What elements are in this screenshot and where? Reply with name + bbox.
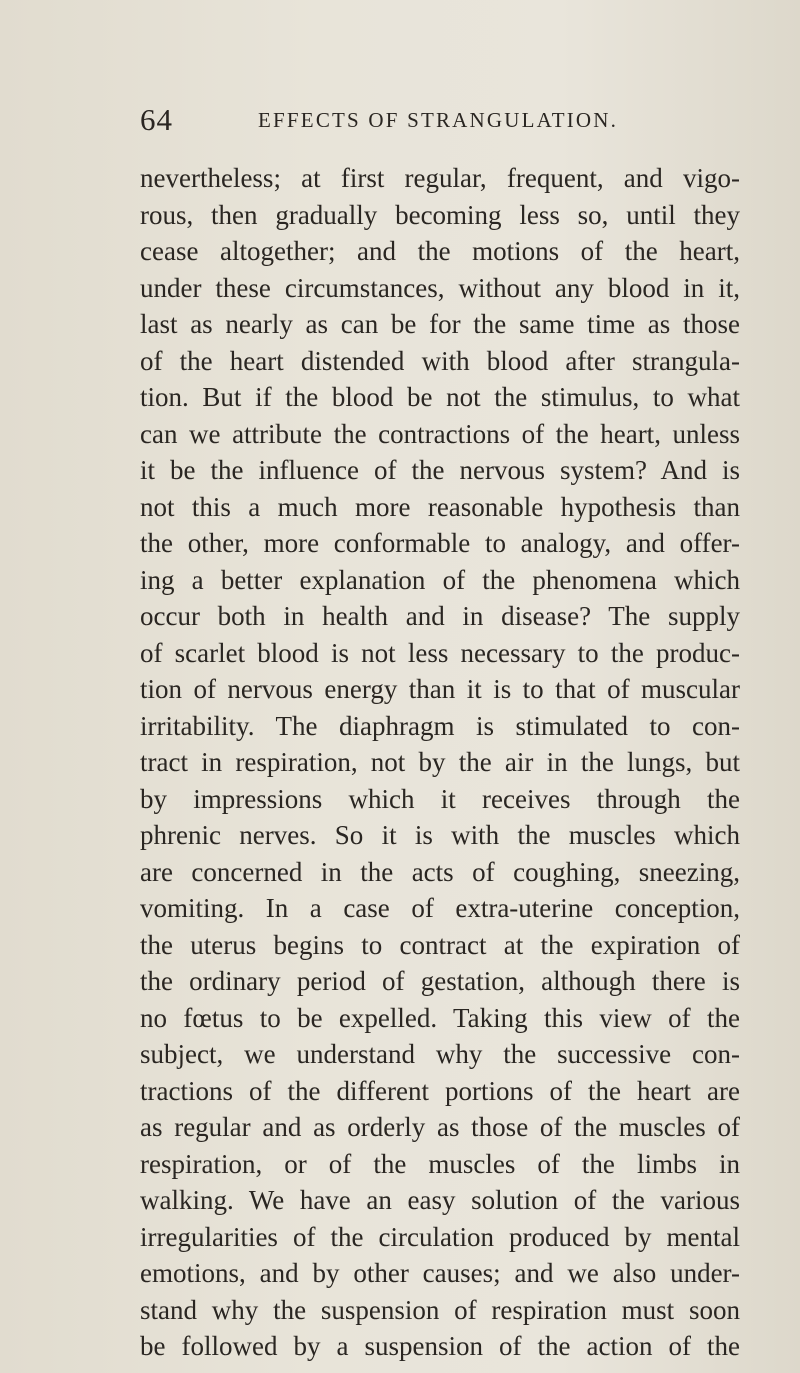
- text-line: tion. But if the blood be not the stimulus, to what: [140, 382, 740, 412]
- text-line: nevertheless; at first regular, frequent, and vigo-: [140, 163, 740, 193]
- text-line: stand why the suspension of respiration must soon: [140, 1294, 740, 1325]
- text-line: irritability. The diaphragm is stimulated to con-: [140, 710, 740, 741]
- text-line: not this a much more reasonable hypothesis than: [140, 491, 740, 522]
- text-line: are concerned in the acts of coughing, sneezing,: [140, 856, 740, 887]
- text-line: by impressions which it receives through the: [140, 783, 740, 814]
- text-line: under these circumstances, without any blood in it,: [140, 272, 740, 303]
- text-line: be followed by a suspension of the action of the: [140, 1331, 740, 1361]
- text-line: the uterus begins to contract at the expiration of: [140, 929, 740, 960]
- text-line: no fœtus to be expelled. Taking this view of the: [140, 1002, 740, 1033]
- text-line: rous, then gradually becoming less so, until they: [140, 199, 740, 230]
- text-line: tion of nervous energy than it is to that of muscular: [140, 674, 740, 704]
- running-title: EFFECTS OF STRANGULATION.: [258, 108, 619, 132]
- text-line: emotions, and by other causes; and we also under-: [140, 1258, 740, 1288]
- text-line: occur both in health and in disease? The supply: [140, 601, 740, 631]
- text-line: cease altogether; and the motions of the heart,: [140, 236, 740, 266]
- text-line: of the heart distended with blood after strangula-: [140, 345, 740, 376]
- text-line: it be the influence of the nervous system? And is: [140, 455, 740, 485]
- text-line: respiration, or of the muscles of the limbs in: [140, 1148, 740, 1179]
- text-line: as regular and as orderly as those of the muscles of: [140, 1112, 740, 1142]
- text-line: the ordinary period of gestation, although there is: [140, 966, 740, 996]
- text-line: subject, we understand why the successive con-: [140, 1039, 740, 1069]
- text-line: can we attribute the contractions of the heart, unless: [140, 418, 740, 449]
- text-line: tract in respiration, not by the air in the lungs, but: [140, 747, 740, 777]
- text-line: last as nearly as can be for the same time as those: [140, 309, 740, 339]
- text-line: phrenic nerves. So it is with the muscles which: [140, 820, 740, 850]
- text-line: vomiting. In a case of extra-uterine conception,: [140, 893, 740, 923]
- text-line: ing a better explanation of the phenomena which: [140, 564, 740, 595]
- page-header: [140, 100, 780, 140]
- text-line: irregularities of the circulation produced by mental: [140, 1221, 740, 1252]
- body-text: [140, 160, 740, 1365]
- text-line: the other, more conformable to analogy, and offer-: [140, 528, 740, 558]
- text-line: walking. We have an easy solution of the various: [140, 1185, 740, 1215]
- page-number: 64: [140, 102, 173, 137]
- text-line: tractions of the different portions of the heart are: [140, 1075, 740, 1106]
- text-line: of scarlet blood is not less necessary to the produc-: [140, 637, 740, 668]
